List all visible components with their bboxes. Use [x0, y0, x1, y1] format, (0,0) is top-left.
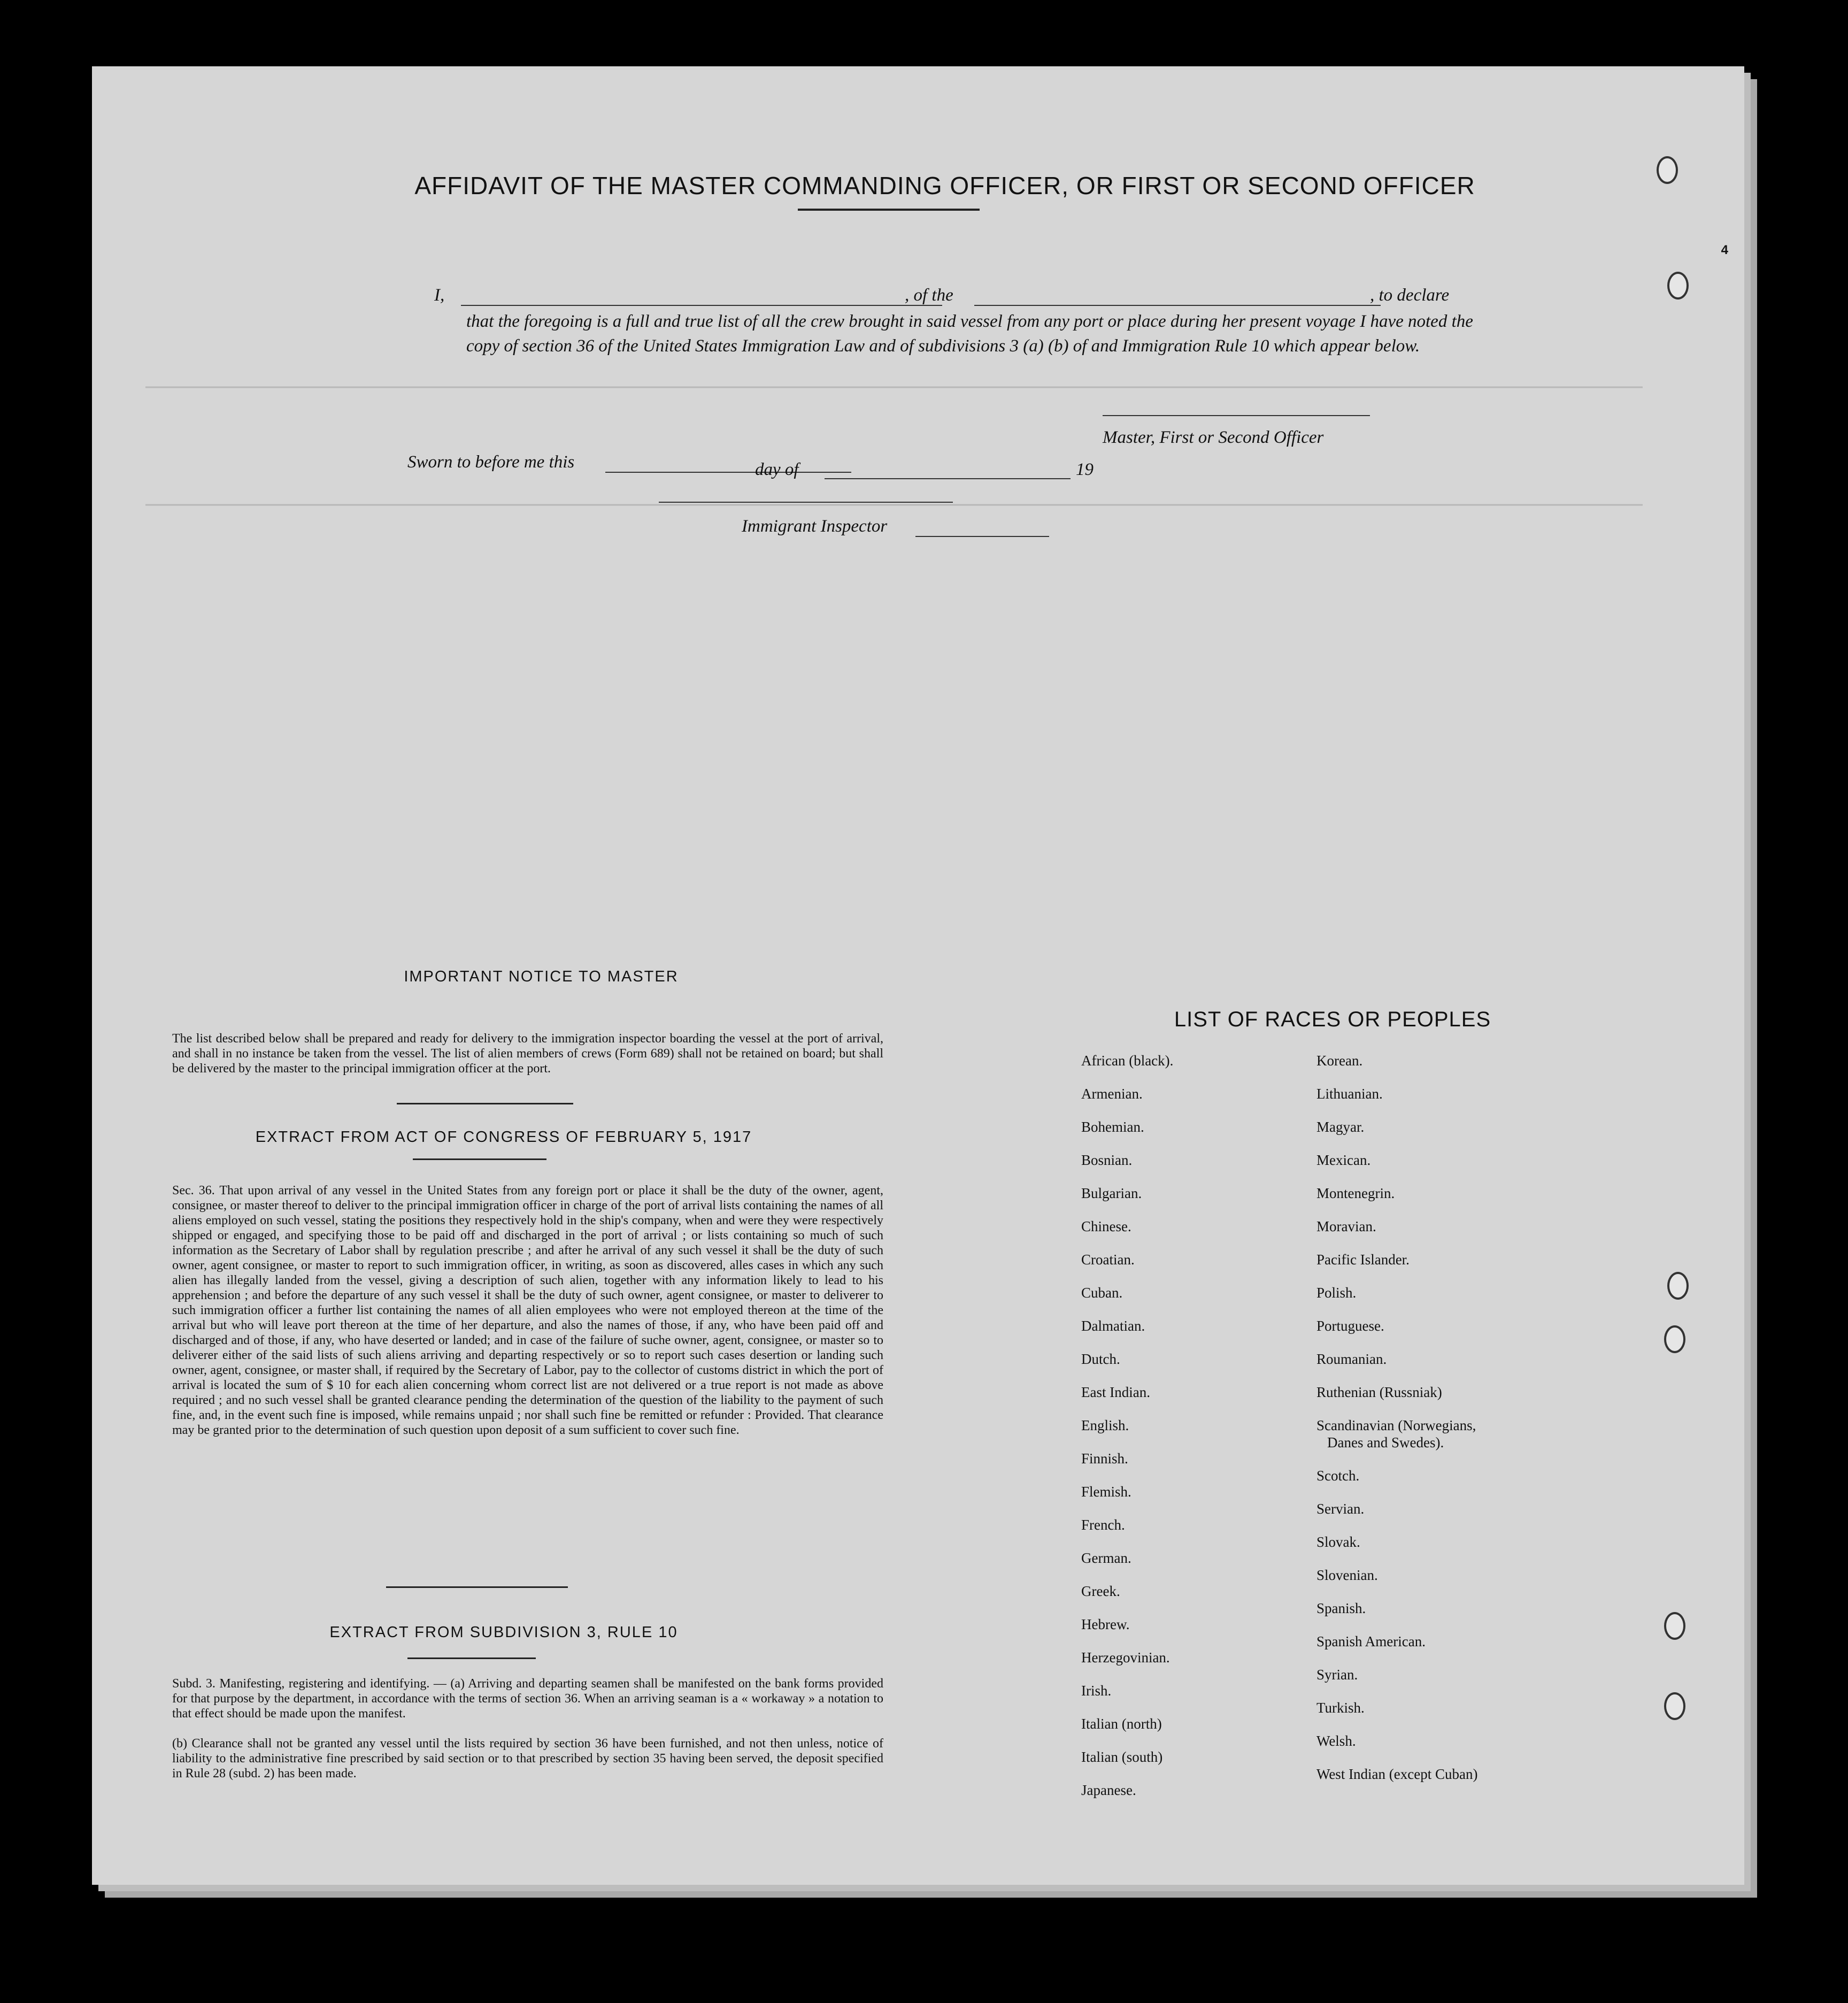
- punch-hole: [1667, 272, 1689, 300]
- punch-hole: [1657, 156, 1678, 184]
- declaration-body: that the foregoing is a full and true list of all the crew brought in said vessel from any port or place during her present voyage I have noted the copy of section 36 of the United States Immigration Law and of subdivisions 3 (a) (b) of and Immigration Rule 10 which appear below.: [466, 312, 1473, 356]
- race-item: East Indian.: [1081, 1384, 1150, 1400]
- race-item: Scotch.: [1316, 1468, 1360, 1484]
- race-item: Lithuanian.: [1316, 1086, 1383, 1102]
- declaration-i: I,: [434, 286, 445, 305]
- rule-heading: EXTRACT FROM SUBDIVISION 3, RULE 10: [329, 1624, 678, 1641]
- race-item: Spanish American.: [1316, 1633, 1426, 1649]
- race-item: Italian (south): [1081, 1749, 1163, 1765]
- act-end-divider: [386, 1586, 568, 1588]
- race-item: Montenegrin.: [1316, 1185, 1395, 1201]
- inspector-label: Immigrant Inspector: [742, 517, 888, 536]
- race-item: Roumanian.: [1316, 1351, 1387, 1367]
- race-item: Slovenian.: [1316, 1567, 1378, 1583]
- race-item: Hebrew.: [1081, 1616, 1130, 1632]
- punch-hole: [1664, 1692, 1685, 1720]
- race-item: Flemish.: [1081, 1484, 1131, 1500]
- rule-text-b: (b) Clearance shall not be granted any vessel until the lists required by section 36 have been furnished, and not then unless, notice of liability to the administrative fine prescribed by said section or to that prescribed by section 35 having been served, the deposit specified in Rule 28 (subd. 2) has been made.: [172, 1737, 883, 1781]
- race-item: English.: [1081, 1417, 1129, 1433]
- race-item: Pacific Islander.: [1316, 1252, 1410, 1268]
- race-item: Magyar.: [1316, 1119, 1365, 1135]
- declaration-to-declare: , to declare: [1370, 286, 1450, 305]
- act-divider: [413, 1158, 546, 1160]
- race-item: Italian (north): [1081, 1716, 1162, 1732]
- race-item: Turkish.: [1316, 1700, 1365, 1716]
- notice-divider: [397, 1103, 573, 1104]
- race-item: Polish.: [1316, 1285, 1357, 1301]
- race-item: Chinese.: [1081, 1218, 1131, 1234]
- act-heading: EXTRACT FROM ACT OF CONGRESS OF FEBRUARY 5, 1917: [255, 1129, 752, 1146]
- punch-hole: [1667, 1272, 1689, 1300]
- race-item: Moravian.: [1316, 1218, 1376, 1234]
- race-item: French.: [1081, 1517, 1125, 1533]
- race-item: Dutch.: [1081, 1351, 1120, 1367]
- race-item: Herzegovinian.: [1081, 1649, 1170, 1666]
- form-page: [92, 66, 1744, 1885]
- race-item: Bohemian.: [1081, 1119, 1144, 1135]
- race-item: Danes and Swedes).: [1327, 1434, 1444, 1451]
- race-item: Scandinavian (Norwegians,: [1316, 1417, 1476, 1433]
- race-item: Dalmatian.: [1081, 1318, 1145, 1334]
- race-item: German.: [1081, 1550, 1131, 1566]
- race-item: Slovak.: [1316, 1534, 1360, 1550]
- race-item: Bosnian.: [1081, 1152, 1133, 1168]
- race-item: Korean.: [1316, 1053, 1363, 1069]
- affidavit-title: AFFIDAVIT OF THE MASTER COMMANDING OFFICER, OR FIRST OR SECOND OFFICER: [414, 172, 1475, 199]
- race-item: Bulgarian.: [1081, 1185, 1142, 1201]
- race-item: Mexican.: [1316, 1152, 1371, 1168]
- race-item: Irish.: [1081, 1683, 1112, 1699]
- rule-text-a: Subd. 3. Manifesting, registering and identifying. — (a) Arriving and departing seamen shall be manifested on the bank forms provided for that purpose by the department, in accordance with the terms of section 36. When an arriving seaman is a « workaway » a notation to that effect should be made upon the manifest.: [172, 1677, 883, 1721]
- punch-hole: [1664, 1325, 1685, 1353]
- race-item: Ruthenian (Russniak): [1316, 1384, 1442, 1400]
- race-item: African (black).: [1081, 1053, 1174, 1069]
- race-item: Japanese.: [1081, 1782, 1136, 1798]
- day-of-text: day of: [755, 460, 799, 479]
- race-item: Armenian.: [1081, 1086, 1143, 1102]
- race-item: Finnish.: [1081, 1451, 1128, 1467]
- race-item: Syrian.: [1316, 1667, 1358, 1683]
- act-text: Sec. 36. That upon arrival of any vessel in the United States from any foreign port or place it shall be the duty of the owner, agent, consignee, or master thereof to deliver to the principal immigration officer in charge of the port of arrival lists containing the names of all aliens employed on such vessel, stating the positions they respectively hold in the ship's company, when and were they were respectively shipped or engaged, and specifying those to be paid off and discharged in the port of arrival ; or lists containing so much of such information as the Secretary of Labor shall by regulation prescribe ; and after he arrival of any such vessel it shall be the duty of such owner, agent consignee, or master to report to such immigration officer, in writing, as soon as discovered, alles cases in which any such alien has illegally landed from the vessel, giving a description of such alien, together with any information likely to lead to his apprehension ; and before the departure of any such vessel it shall be the duty of such owner, agent consignee, or master to deliverer to such immigration officer a further list containing the names of all alien employees who were not employed thereon at the time of the arrival but who will leave port thereon at the time of her departure, and also the names of those, if any, who have been paid off and discharged and of those, if any, who have deserted or landed; and in case of the failure of suche owner, agent, consignee, or master so to deliverer either of the said lists of such aliens arriving and departing respectively or so to report such cases desertion or landing such owner, agent, consignee, or master shall, if required by the Secretary of Labor, pay to the collector of customs district in which the port of arrival is located the sum of $ 10 for each alien concerning whom correct list are not delivered or a true report is not made as above required ; and no such vessel shall be granted clearance pending the determination of the question of the liability to the payment of such fine, and, in the event such fine is imposed, while remains unpaid ; nor shall such fine be remitted or refunder : Provided. That clearance may be granted prior to the determination of such question upon deposit of a sum sufficient to cover such fine.: [172, 1184, 883, 1437]
- year-text: 19: [1076, 460, 1094, 479]
- races-heading: LIST OF RACES OR PEOPLES: [1174, 1008, 1491, 1031]
- punch-hole: [1664, 1612, 1685, 1640]
- sworn-text: Sworn to before me this: [407, 452, 575, 472]
- race-item: Greek.: [1081, 1583, 1120, 1599]
- notice-heading: IMPORTANT NOTICE TO MASTER: [404, 968, 679, 985]
- master-label: Master, First or Second Officer: [1103, 428, 1324, 447]
- page-number: 4: [1721, 243, 1728, 257]
- race-item: West Indian (except Cuban): [1316, 1766, 1478, 1782]
- race-item: Spanish.: [1316, 1600, 1366, 1616]
- race-item: Servian.: [1316, 1501, 1365, 1517]
- race-item: Portuguese.: [1316, 1318, 1384, 1334]
- declaration-of-the: , of the: [905, 286, 953, 305]
- rule-divider: [407, 1657, 536, 1659]
- race-item: Cuban.: [1081, 1285, 1123, 1301]
- race-item: Welsh.: [1316, 1733, 1356, 1749]
- notice-text: The list described below shall be prepared and ready for delivery to the immigration inspector boarding the vessel at the port of arrival, and shall in no instance be taken from the vessel. The list of alien members of crews (Form 689) shall not be retained on board; but shall be delivered by the master to the principal immigration officer at the port.: [172, 1032, 883, 1076]
- race-item: Croatian.: [1081, 1252, 1135, 1268]
